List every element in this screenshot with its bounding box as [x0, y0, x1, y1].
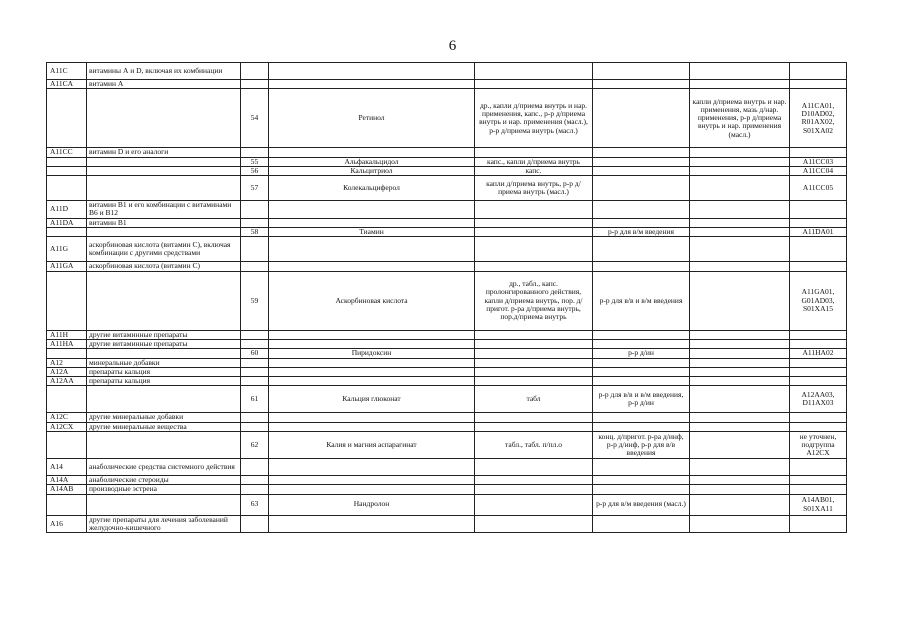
atc-group-code: A11GA: [47, 262, 87, 271]
atc-code: [790, 339, 847, 348]
item-number: 60: [241, 349, 269, 358]
atc-group-code: A12A: [47, 367, 87, 376]
atc-code: A11CA01, D10AD02, R01AX02, S01XA02: [790, 89, 847, 148]
injection-forms: [593, 157, 690, 166]
other-forms: [690, 63, 790, 80]
drug-name: [269, 330, 475, 339]
atc-group-description: анаболические средства системного действия: [87, 459, 241, 476]
dosage-forms: [475, 262, 593, 271]
injection-forms: [593, 262, 690, 271]
atc-group-description: минеральные добавки: [87, 358, 241, 367]
injection-forms: [593, 358, 690, 367]
injection-forms: [593, 330, 690, 339]
other-forms: [690, 157, 790, 166]
item-number: [241, 459, 269, 476]
atc-code: A11GA01, G01AD03, S01XA15: [790, 271, 847, 330]
table-row: [47, 386, 847, 413]
item-number: [241, 413, 269, 422]
atc-group-code: [47, 157, 87, 166]
injection-forms: р-р для в/м введения: [593, 228, 690, 237]
table-row: [47, 237, 847, 262]
dosage-forms: капли д/приема внутрь, р-р д/приема внутрь (масл.): [475, 176, 593, 201]
other-forms: [690, 262, 790, 271]
drug-name: Альфакальцидол: [269, 157, 475, 166]
dosage-forms: [475, 515, 593, 533]
dosage-forms: [475, 237, 593, 262]
atc-code: [790, 201, 847, 219]
dosage-forms: др., табл., капс. пролонгированного действия, капли д/приема внутрь, пор. д/пригот. р-ра д/приема внутрь, пор.д/приема внутрь: [475, 271, 593, 330]
table-row: [47, 157, 847, 166]
item-number: [241, 358, 269, 367]
item-number: [241, 476, 269, 485]
item-number: 56: [241, 166, 269, 175]
atc-code: [790, 237, 847, 262]
atc-group-code: A14A: [47, 476, 87, 485]
atc-group-description: другие минеральные добавки: [87, 413, 241, 422]
atc-group-code: A12CX: [47, 422, 87, 431]
atc-group-description: [87, 271, 241, 330]
other-forms: [690, 422, 790, 431]
table-row: [47, 432, 847, 459]
atc-group-code: A16: [47, 515, 87, 533]
other-forms: [690, 237, 790, 262]
injection-forms: [593, 476, 690, 485]
table-row: [47, 218, 847, 227]
drug-name: [269, 459, 475, 476]
table-row: [47, 148, 847, 157]
dosage-forms: капс.: [475, 166, 593, 175]
dosage-forms: [475, 485, 593, 494]
atc-code: A11CC03: [790, 157, 847, 166]
atc-code: [790, 80, 847, 89]
other-forms: [690, 459, 790, 476]
other-forms: [690, 413, 790, 422]
dosage-forms: [475, 228, 593, 237]
atc-group-code: A11H: [47, 330, 87, 339]
table-row: [47, 515, 847, 533]
other-forms: [690, 201, 790, 219]
item-number: [241, 515, 269, 533]
dosage-forms: [475, 148, 593, 157]
atc-group-code: A11CA: [47, 80, 87, 89]
drug-name: [269, 80, 475, 89]
dosage-forms: [475, 413, 593, 422]
atc-code: [790, 367, 847, 376]
atc-code: [790, 377, 847, 386]
atc-group-description: [87, 89, 241, 148]
atc-code: A14AB01, S01XA11: [790, 494, 847, 515]
injection-forms: р-р для в/м введения (масл.): [593, 494, 690, 515]
dosage-forms: капс., капли д/приема внутрь: [475, 157, 593, 166]
atc-code: [790, 422, 847, 431]
dosage-forms: [475, 339, 593, 348]
other-forms: [690, 476, 790, 485]
injection-forms: р-р для в/в и в/м введения: [593, 271, 690, 330]
drug-name: Тиамин: [269, 228, 475, 237]
atc-group-description: [87, 166, 241, 175]
atc-group-description: анаболические стероиды: [87, 476, 241, 485]
other-forms: [690, 339, 790, 348]
atc-group-code: [47, 166, 87, 175]
atc-group-code: A11C: [47, 63, 87, 80]
dosage-forms: [475, 367, 593, 376]
atc-code: [790, 218, 847, 227]
atc-code: [790, 63, 847, 80]
atc-group-code: A11CC: [47, 148, 87, 157]
atc-code: [790, 413, 847, 422]
atc-group-code: [47, 349, 87, 358]
injection-forms: [593, 367, 690, 376]
atc-group-code: [47, 494, 87, 515]
table-row: [47, 422, 847, 431]
atc-code: [790, 330, 847, 339]
atc-group-description: другие минеральные вещества: [87, 422, 241, 431]
item-number: [241, 148, 269, 157]
other-forms: [690, 228, 790, 237]
item-number: [241, 218, 269, 227]
other-forms: [690, 166, 790, 175]
atc-code: [790, 358, 847, 367]
drug-name: [269, 358, 475, 367]
item-number: [241, 330, 269, 339]
atc-group-code: [47, 386, 87, 413]
item-number: 58: [241, 228, 269, 237]
atc-group-description: витамины А и D, включая их комбинации: [87, 63, 241, 80]
injection-forms: [593, 89, 690, 148]
drug-name: [269, 413, 475, 422]
item-number: [241, 485, 269, 494]
injection-forms: [593, 413, 690, 422]
atc-group-description: производные эстрена: [87, 485, 241, 494]
item-number: 57: [241, 176, 269, 201]
injection-forms: [593, 459, 690, 476]
other-forms: [690, 271, 790, 330]
injection-forms: [593, 237, 690, 262]
drug-name: Калия и магния аспарагинат: [269, 432, 475, 459]
injection-forms: [593, 201, 690, 219]
table-row: [47, 166, 847, 175]
injection-forms: [593, 485, 690, 494]
drug-name: Пиридоксин: [269, 349, 475, 358]
atc-group-description: витамин В1: [87, 218, 241, 227]
atc-group-description: витамин D и его аналоги: [87, 148, 241, 157]
atc-group-description: другие витаминные препараты: [87, 330, 241, 339]
item-number: 63: [241, 494, 269, 515]
other-forms: [690, 386, 790, 413]
table-row: [47, 228, 847, 237]
atc-code: не уточнен, подгруппа A12CX: [790, 432, 847, 459]
dosage-forms: [475, 494, 593, 515]
table-row: [47, 339, 847, 348]
atc-group-code: A14AB: [47, 485, 87, 494]
atc-group-description: [87, 432, 241, 459]
table-row: [47, 89, 847, 148]
drug-name: Колекальциферол: [269, 176, 475, 201]
dosage-forms: [475, 63, 593, 80]
injection-forms: р-р для в/в и в/м введения, р-р д/ин: [593, 386, 690, 413]
injection-forms: [593, 515, 690, 533]
atc-group-description: [87, 228, 241, 237]
item-number: [241, 237, 269, 262]
atc-code: A12AA03, D11AX03: [790, 386, 847, 413]
drug-name: [269, 201, 475, 219]
item-number: [241, 339, 269, 348]
other-forms: [690, 176, 790, 201]
table-row: [47, 367, 847, 376]
atc-code: [790, 459, 847, 476]
atc-group-code: [47, 271, 87, 330]
atc-code: A11DA01: [790, 228, 847, 237]
injection-forms: [593, 148, 690, 157]
table-row: [47, 201, 847, 219]
drug-name: Кальцитриол: [269, 166, 475, 175]
table-row: [47, 494, 847, 515]
injection-forms: конц. д/пригот. р-ра д/инф, р-р д/инф, р-р для в/в введения: [593, 432, 690, 459]
atc-group-description: препараты кальция: [87, 377, 241, 386]
drug-name: [269, 63, 475, 80]
other-forms: [690, 494, 790, 515]
atc-group-code: A11D: [47, 201, 87, 219]
drug-name: Кальция глюконат: [269, 386, 475, 413]
dosage-forms: [475, 476, 593, 485]
table-row: [47, 262, 847, 271]
dosage-forms: табл., табл. п/пл.о: [475, 432, 593, 459]
drug-list-table: [46, 62, 847, 533]
item-number: [241, 63, 269, 80]
atc-group-description: [87, 349, 241, 358]
atc-group-description: препараты кальция: [87, 367, 241, 376]
dosage-forms: табл: [475, 386, 593, 413]
table-row: [47, 476, 847, 485]
atc-group-code: A14: [47, 459, 87, 476]
item-number: [241, 262, 269, 271]
atc-group-description: аскорбиновая кислота (витамин С): [87, 262, 241, 271]
other-forms: [690, 432, 790, 459]
other-forms: [690, 218, 790, 227]
other-forms: [690, 330, 790, 339]
atc-group-code: [47, 176, 87, 201]
dosage-forms: [475, 377, 593, 386]
dosage-forms: [475, 218, 593, 227]
table-row: [47, 485, 847, 494]
item-number: 62: [241, 432, 269, 459]
other-forms: капли д/приема внутрь и нар. применения, мазь д/нар. применения, р-р д/приема внутрь и нар. применения (масл.): [690, 89, 790, 148]
atc-group-description: [87, 494, 241, 515]
atc-group-description: витамин А: [87, 80, 241, 89]
injection-forms: [593, 80, 690, 89]
other-forms: [690, 148, 790, 157]
atc-group-code: A11DA: [47, 218, 87, 227]
injection-forms: [593, 166, 690, 175]
atc-group-code: [47, 228, 87, 237]
drug-name: [269, 422, 475, 431]
atc-code: A11CC05: [790, 176, 847, 201]
dosage-forms: др., капли д/приема внутрь и нар. применения, капс., р-р д/приема внутрь и нар. применения (масл.), р-р д/приема внутрь (масл.): [475, 89, 593, 148]
injection-forms: [593, 218, 690, 227]
atc-code: [790, 148, 847, 157]
table-row: [47, 358, 847, 367]
drug-name: [269, 485, 475, 494]
drug-name: [269, 218, 475, 227]
table-row: [47, 330, 847, 339]
atc-group-code: A12AA: [47, 377, 87, 386]
item-number: [241, 80, 269, 89]
page-number: 6: [448, 38, 457, 54]
other-forms: [690, 358, 790, 367]
atc-group-code: [47, 89, 87, 148]
dosage-forms: [475, 459, 593, 476]
table-row: [47, 63, 847, 80]
atc-code: A11CC04: [790, 166, 847, 175]
other-forms: [690, 515, 790, 533]
table-row: [47, 271, 847, 330]
atc-code: A11HA02: [790, 349, 847, 358]
atc-group-description: аскорбиновая кислота (витамин С), включая комбинации с другими средствами: [87, 237, 241, 262]
drug-name: [269, 148, 475, 157]
dosage-forms: [475, 349, 593, 358]
item-number: [241, 422, 269, 431]
atc-group-code: [47, 432, 87, 459]
table-row: [47, 377, 847, 386]
atc-group-code: A12: [47, 358, 87, 367]
item-number: [241, 201, 269, 219]
drug-name: Аскорбиновая кислота: [269, 271, 475, 330]
table-row: [47, 413, 847, 422]
atc-code: [790, 476, 847, 485]
atc-code: [790, 262, 847, 271]
item-number: 54: [241, 89, 269, 148]
atc-group-code: A11G: [47, 237, 87, 262]
other-forms: [690, 349, 790, 358]
atc-code: [790, 515, 847, 533]
atc-group-description: другие препараты для лечения заболеваний желудочно-кишечного: [87, 515, 241, 533]
injection-forms: р-р д/ин: [593, 349, 690, 358]
injection-forms: [593, 339, 690, 348]
drug-name: [269, 476, 475, 485]
table-row: [47, 80, 847, 89]
injection-forms: [593, 422, 690, 431]
item-number: [241, 377, 269, 386]
table-row: [47, 459, 847, 476]
dosage-forms: [475, 330, 593, 339]
item-number: 59: [241, 271, 269, 330]
drug-name: Нандролон: [269, 494, 475, 515]
atc-group-description: [87, 157, 241, 166]
injection-forms: [593, 176, 690, 201]
drug-name: Ретинол: [269, 89, 475, 148]
drug-name: [269, 237, 475, 262]
atc-code: [790, 485, 847, 494]
atc-group-code: A11HA: [47, 339, 87, 348]
drug-name: [269, 515, 475, 533]
atc-group-code: A12C: [47, 413, 87, 422]
injection-forms: [593, 377, 690, 386]
other-forms: [690, 377, 790, 386]
other-forms: [690, 80, 790, 89]
item-number: 61: [241, 386, 269, 413]
item-number: 55: [241, 157, 269, 166]
item-number: [241, 367, 269, 376]
drug-name: [269, 262, 475, 271]
dosage-forms: [475, 80, 593, 89]
atc-group-description: [87, 176, 241, 201]
table-row: [47, 349, 847, 358]
atc-group-description: другие витаминные препараты: [87, 339, 241, 348]
other-forms: [690, 367, 790, 376]
table-row: [47, 176, 847, 201]
other-forms: [690, 485, 790, 494]
dosage-forms: [475, 422, 593, 431]
drug-name: [269, 367, 475, 376]
dosage-forms: [475, 358, 593, 367]
injection-forms: [593, 63, 690, 80]
drug-name: [269, 377, 475, 386]
dosage-forms: [475, 201, 593, 219]
atc-group-description: витамин В1 и его комбинации с витаминами В6 и В12: [87, 201, 241, 219]
atc-group-description: [87, 386, 241, 413]
drug-name: [269, 339, 475, 348]
